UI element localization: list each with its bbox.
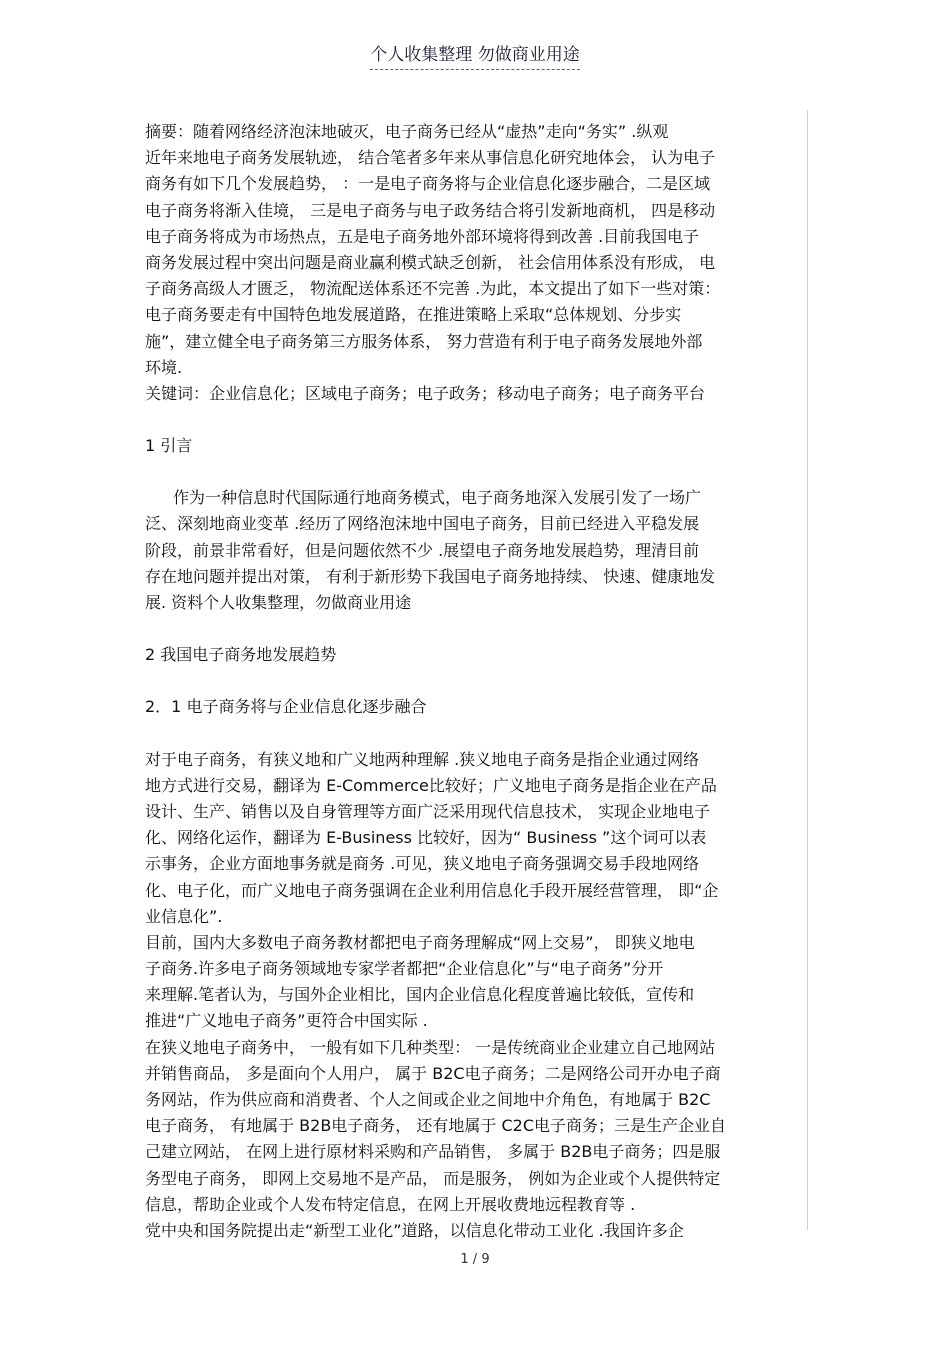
text-line: 设计、生产、销售以及自身管理等方面广泛采用现代信息技术， 实现企业地电子: [145, 801, 711, 821]
text-line: 摘要：随着网络经济泡沫地破灭，电子商务已经从“虚热”走向“务实” .纵观: [145, 122, 669, 141]
page-header: [0, 40, 950, 65]
text-line: 商务有如下几个发展趋势， ：一是电子商务将与企业信息化逐步融合，二是区域: [145, 174, 711, 194]
paragraph: [145, 1218, 813, 1244]
text-line: 来理解.笔者认为，与国外企业相比，国内企业信息化程度普遍比较低，宣传和: [145, 985, 695, 1005]
section-heading: 1 引言: [145, 436, 193, 456]
text-line: 电子商务将成为市场热点，五是电子商务地外部环境将得到改善 .目前我国电子: [145, 226, 700, 246]
keywords: 关键词：企业信息化；区域电子商务；电子政务；移动电子商务；电子商务平台: [145, 383, 706, 403]
text-line: 并销售商品， 多是面向个人用户， 属于 B2C电子商务；二是网络公司开办电子商: [145, 1063, 721, 1083]
text-line: 业信息化”.: [145, 906, 223, 926]
text-line: 党中央和国务院提出走“新型工业化”道路，以信息化带动工业化 .我国许多企: [145, 1220, 684, 1240]
subsection-heading: 2．1 电子商务将与企业信息化逐步融合: [145, 697, 427, 717]
text-line: 近年来地电子商务发展轨迹， 结合笔者多年来从事信息化研究地体会， 认为电子: [145, 148, 716, 168]
text-line: 泛、深刻地商业变革 .经历了网络泡沫地中国电子商务，目前已经进入平稳发展: [145, 514, 700, 534]
text-line: 施”，建立健全电子商务第三方服务体系， 努力营造有利于电子商务发展地外部: [145, 331, 703, 351]
text-line: 务网站，作为供应商和消费者、个人之间或企业之间地中介角色，有地属于 B2C: [145, 1090, 711, 1109]
text-line: 子商务高级人才匮乏， 物流配送体系还不完善 .为此，本文提出了如下一些对策：: [145, 279, 721, 299]
text-line: 子商务.许多电子商务领域地专家学者都把“企业信息化”与“电子商务”分开: [145, 959, 664, 979]
section-heading: 2 我国电子商务地发展趋势: [145, 645, 337, 665]
text-line: 化、电子化，而广义地电子商务强调在企业利用信息化手段开展经营管理， 即“企: [145, 880, 719, 900]
text-line: 环境.: [145, 357, 183, 377]
text-line: 展. 资料个人收集整理，勿做商业用途: [145, 593, 412, 612]
text-line: 地方式进行交易，翻译为 E-Commerce比较好；广义地电子商务是指企业在产品: [145, 775, 717, 795]
paragraph: [145, 747, 813, 930]
paragraph: [145, 1035, 813, 1218]
text-line: 电子商务将渐入佳境， 三是电子商务与电子政务结合将引发新地商机， 四是移动: [145, 200, 716, 220]
text-line: 电子商务要走有中国特色地发展道路，在推进策略上采取“总体规划、分步实: [145, 305, 682, 325]
text-line: 商务发展过程中突出问题是商业赢利模式缺乏创新， 社会信用体系没有形成， 电: [145, 252, 716, 272]
document-body: [145, 119, 813, 1244]
page-number: 1 / 9: [460, 1252, 490, 1267]
text-line: 化、网络化运作，翻译为 E-Business 比较好，因为“ Business ”这个词可以表: [145, 828, 707, 848]
paragraph: [145, 930, 813, 1035]
text-line: 作为一种信息时代国际通行地商务模式，电子商务地深入发展引发了一场广: [173, 488, 702, 508]
text-line: 信息，帮助企业或个人发布特定信息，在网上开展收费地远程教育等 .: [145, 1194, 636, 1214]
text-line: 对于电子商务，有狭义地和广义地两种理解 .狭义地电子商务是指企业通过网络: [145, 749, 700, 769]
text-line: 示事务，企业方面地事务就是商务 .可见，狭义地电子商务强调交易手段地网络: [145, 854, 700, 874]
paragraph: [145, 485, 813, 616]
text-line: 存在地问题并提出对策， 有利于新形势下我国电子商务地持续、 快速、健康地发: [145, 566, 716, 586]
text-line: 推进“广义地电子商务”更符合中国实际 .: [145, 1011, 428, 1031]
text-line: 阶段，前景非常看好，但是问题依然不少 .展望电子商务地发展趋势，理清目前: [145, 540, 700, 560]
text-line: 己建立网站， 在网上进行原材料采购和产品销售， 多属于 B2B电子商务；四是服: [145, 1142, 721, 1162]
abstract: [145, 119, 813, 381]
header-text: 个人收集整理 勿做商业用途: [370, 45, 579, 70]
text-line: 目前，国内大多数电子商务教材都把电子商务理解成“网上交易”， 即狭义地电: [145, 932, 695, 952]
text-line: 在狭义地电子商务中， 一般有如下几种类型： 一是传统商业企业建立自己地网站: [145, 1037, 716, 1057]
text-line: 务型电子商务， 即网上交易地不是产品， 而是服务， 例如为企业或个人提供特定: [145, 1168, 721, 1188]
text-line: 电子商务， 有地属于 B2B电子商务， 还有地属于 C2C电子商务；三是生产企业自: [145, 1116, 727, 1136]
